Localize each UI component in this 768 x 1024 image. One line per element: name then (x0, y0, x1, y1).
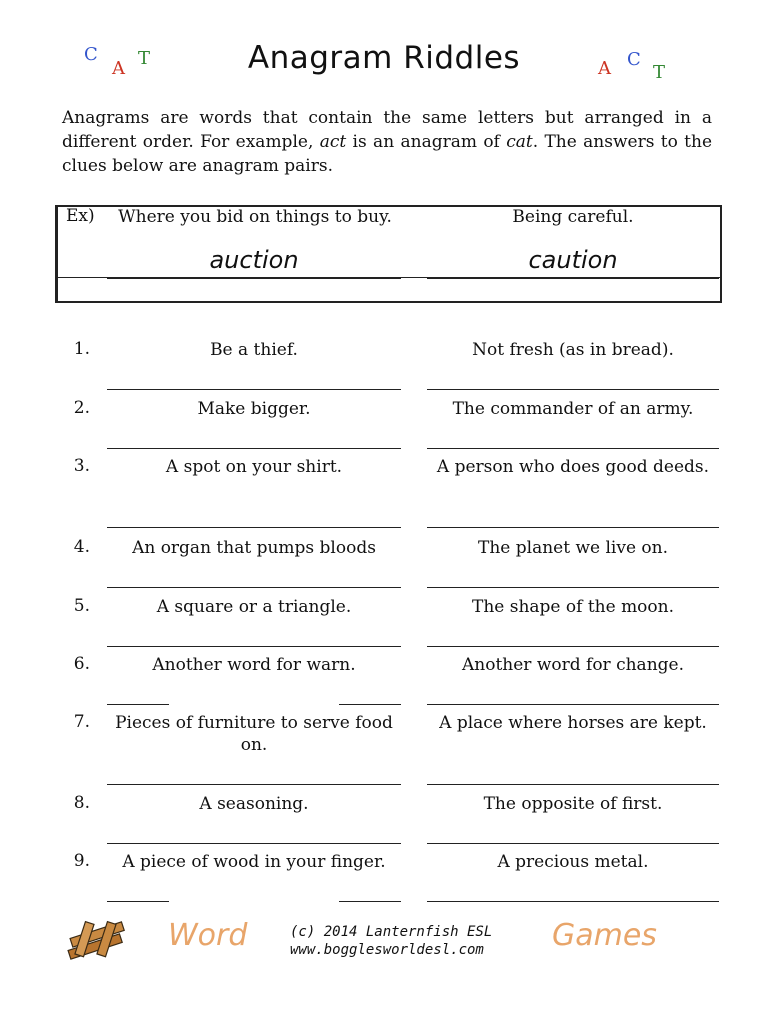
riddle-clue-right: The opposite of first. (483, 794, 663, 814)
riddle-clue-left: A spot on your shirt. (165, 457, 343, 477)
riddle-number: 2. (73, 398, 90, 418)
example-line-left (107, 278, 401, 279)
riddle-clue-right: A place where horses are kept. (439, 713, 707, 733)
riddle-clue-right: The planet we live on. (478, 538, 668, 558)
riddle-clue-left: Be a thief. (210, 340, 298, 360)
example-clue-right: Being careful. (512, 207, 634, 227)
riddle-clue-right: Not fresh (as in bread). (472, 340, 674, 360)
answer-line-left[interactable] (107, 587, 401, 588)
intro-paragraph (62, 106, 712, 178)
answer-line-left[interactable] (107, 646, 401, 647)
riddle-number: 3. (73, 456, 90, 476)
answer-line-left-a[interactable] (107, 704, 169, 705)
deco-letter-a-left: A (112, 58, 125, 79)
answer-line-left[interactable] (107, 448, 401, 449)
riddle-clue-right: Another word for change. (462, 655, 684, 675)
answer-line-right[interactable] (427, 784, 719, 785)
example-answer-left: auction (209, 246, 299, 274)
riddle-number: 1. (73, 339, 90, 359)
riddle-clue-left: A square or a triangle. (156, 597, 352, 617)
intro-word-act: act (319, 132, 347, 152)
footer-copyright: (c) 2014 Lanternfish ESL (290, 924, 493, 940)
answer-line-right[interactable] (427, 704, 719, 705)
intro-word-cat: cat (506, 132, 533, 152)
riddle-clue-left: Another word for warn. (152, 655, 356, 675)
answer-line-right[interactable] (427, 901, 719, 902)
riddle-number: 9. (73, 851, 90, 871)
riddle-clue-left: A seasoning. (199, 794, 309, 814)
intro-text-3: . The answers to the clues below are anagram pairs. (62, 132, 713, 176)
footer-logo-icon (64, 920, 130, 960)
deco-letter-c-left: C (84, 44, 98, 65)
answer-line-right[interactable] (427, 646, 719, 647)
answer-line-right[interactable] (427, 527, 719, 528)
answer-line-left[interactable] (107, 527, 401, 528)
riddle-number: 4. (73, 537, 90, 557)
riddle-clue-left: A piece of wood in your finger. (122, 852, 386, 872)
riddle-number: 6. (73, 654, 90, 674)
answer-line-right[interactable] (427, 448, 719, 449)
riddle-clue-right: A person who does good deeds. (436, 457, 710, 477)
riddle-clue-right: The shape of the moon. (471, 597, 675, 617)
footer-games-label: Games (552, 918, 657, 953)
riddle-clue-left: Make bigger. (197, 399, 311, 419)
footer-url: www.bogglesworldesl.com (290, 942, 484, 958)
answer-line-right[interactable] (427, 587, 719, 588)
deco-letter-t-right: T (653, 62, 666, 83)
riddle-number: 8. (73, 793, 90, 813)
intro-text-2: is an anagram of (346, 132, 507, 152)
answer-line-left-a[interactable] (107, 901, 169, 902)
example-clue-left: Where you bid on things to buy. (118, 207, 392, 227)
riddle-clue-left: An organ that pumps bloods (132, 538, 376, 558)
answer-line-right[interactable] (427, 843, 719, 844)
answer-line-right[interactable] (427, 389, 719, 390)
riddle-clue-left: Pieces of furniture to serve food on. (115, 713, 393, 755)
footer-word-label: Word (168, 918, 248, 953)
intro-text-1: Anagrams are words that contain the same letters but arranged in a different order. For example, (62, 108, 712, 152)
example-label: Ex) (66, 206, 95, 226)
answer-line-left-b[interactable] (339, 901, 401, 902)
deco-letter-c-right: C (627, 49, 641, 70)
riddle-clue-right: The commander of an army. (452, 399, 694, 419)
answer-line-left[interactable] (107, 843, 401, 844)
answer-line-left[interactable] (107, 784, 401, 785)
riddle-clue-right: A precious metal. (497, 852, 649, 872)
page-title: Anagram Riddles (247, 40, 521, 76)
deco-letter-t-left: T (138, 48, 151, 69)
riddle-number: 7. (73, 712, 90, 732)
riddle-number: 5. (73, 596, 90, 616)
example-line-right (427, 278, 719, 279)
deco-letter-a-right: A (598, 58, 611, 79)
example-answer-right: caution (528, 246, 618, 274)
answer-line-left[interactable] (107, 389, 401, 390)
footer-credit (290, 923, 492, 959)
answer-line-left-b[interactable] (339, 704, 401, 705)
